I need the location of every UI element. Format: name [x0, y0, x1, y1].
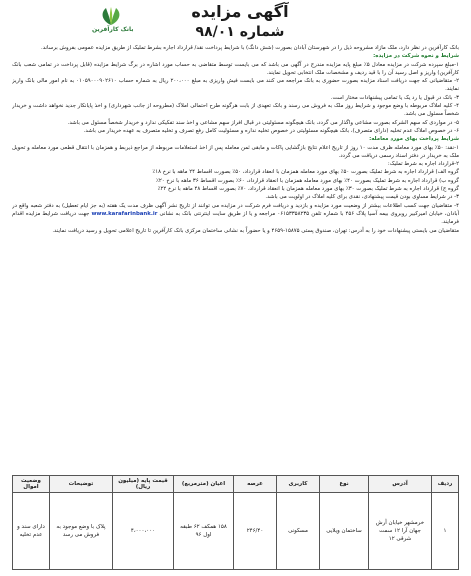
table-cell: ۱: [432, 493, 459, 570]
condition-item: ۴- کلیه املاک مربوطه با وضع موجود و شرایط روز ملک به فروش می رسند و بانک تعهدی از بابت هرگونه طرح احتمالی املاک (مطروحه از جانب شهرداری) و اخذ پایانکار جدید نخواهد داشت و خریدار شخصاً مسئول می باشد.: [12, 103, 459, 118]
column-header: عرصه: [234, 476, 277, 493]
bank-logo: [92, 6, 134, 33]
condition-item: ۵- در مواردی که سهم الشرکه بصورت مشاعی واگذار می گردد، بانک هیچگونه مسئولیتی در قبال افراز سهم مشاعی و اخذ سند تفکیکی ندارد و خریدار شخصاً مسئول می باشد.: [67, 119, 459, 126]
table-cell: مسکونی: [277, 493, 320, 570]
column-header: وضعیت اموال: [13, 476, 50, 493]
page-title: [180, 2, 300, 42]
column-header: ردیف: [432, 476, 459, 493]
column-header: آدرس: [369, 476, 432, 493]
payment-item: ۳- در شرایط مساوی بودن قیمت پیشنهادی، نقدی برای کلیه املاک در اولویت می باشد.: [265, 194, 459, 201]
property-table: [12, 475, 459, 570]
notice-number: شماره ۹۸/۰۱: [195, 24, 285, 40]
payment-item: گروه الف) قرارداد اجاره به شرط تملیک بصورت ۵۰٪ بهای مورد معامله همزمان با انعقاد قرارداد، ۵۰٪ بصورت اقساط ۲۴ ماهه با نرخ ۱۸٪: [152, 169, 459, 176]
table-row: [13, 493, 459, 570]
closing-paragraph: متقاضیان می بایستی پیشنهادات خود را به آدرس: تهران، صندوق پستی ۱۵۸۷۵-۴۶۵۹ و یا حضوراً به نشانی ساختمان مرکزی بانک کارآفرین تا تاریخ اعلامی تحویل و رسید دریافت نمایند.: [52, 227, 459, 234]
column-header: توضیحات: [50, 476, 113, 493]
payment-item-text: ۴- متقاضیان جهت کسب اطلاعات بیشتر از وضعیت مورد مزایده و بازدید و دریافت فرم شرکت در مزایده می توانند از تاریخ نشر آگهی ظرف مدت یک هفته (به جز ایام تعطیل) به دفتر شعبه واقع در آبادان، خیابان امیرکبیر روبروی بیمه آسیا پلاک ۴۵۶ با شماره تلفن ۰۶۱۵۳۳۵۸۲۳۵ مراجعه و یا از طریق سایت اینترنتی بانک به نشانی: [12, 202, 459, 217]
table-header-row: [13, 476, 459, 493]
table-cell: ۴،۰۰۰،۰۰۰: [113, 493, 174, 570]
payment-heading: شرایط پرداخت بهای مورد معامله:: [369, 136, 459, 143]
logo-text: بانک کارآفرین: [92, 26, 134, 33]
table-cell: دارای سند و عدم تخلیه: [13, 493, 50, 570]
table-cell: ۲۴۶/۴۰: [234, 493, 277, 570]
notice-body: [12, 44, 459, 464]
payment-item: گروه ج) قرارداد اجاره به شرط تملیک بصورت ۳۰٪ بهای مورد معامله همزمان با انعقاد قرارداد، ۷۰٪ بصورت اقساط ۴۸ ماهه با نرخ ۲۲٪: [157, 186, 459, 193]
table-cell: پلاک با وضع موجود به فروش می رسد: [50, 493, 113, 570]
payment-item: ۲-قرارداد اجاره به شرط تملیک:: [387, 161, 459, 168]
condition-item: ۲- متقاضیانی که جهت دریافت اسناد مزایده بصورت حضوری به بانک مراجعه می کنند می بایست فیش واریزی به مبلغ ۲۰۰،۰۰۰ ریال به شماره حساب ۰۱۰۵۹۰۰۰۹۰۲۶۱۰ به نام امور مالی بانک واریز نمایند.: [12, 78, 459, 93]
payment-item-tail: جهت دریافت شرایط مزایده اقدام فرمایند.: [12, 210, 459, 226]
website-link[interactable]: www.karafarinbank.ir: [91, 210, 158, 217]
payment-item: [12, 202, 459, 227]
condition-item: ۱-مبلغ سپرده شرکت در مزایده معادل ۵٪ مبلغ پایه مزایده مندرج در آگهی می باشد که می بایست توسط متقاضی به حساب مورد اشاره در برگ شرایط مزایده (قابل پرداخت در تمامی شعب بانک کارآفرین) واریز و اصل رسید آن را با قید ردیف و مشخصات ملک انتخابی تحویل نمایند.: [12, 61, 459, 76]
conditions-heading: شرایط و نحوه شرکت در مزایده:: [373, 53, 459, 60]
column-header: کاربری: [277, 476, 320, 493]
condition-item: ۳- بانک در قبول یا رد یک یا تمامی پیشنهادات مختار است.: [330, 94, 459, 101]
payment-item: ۱-نقد: ۵۰٪ بهای مورد معامله ظرف مدت ۱۰ روز از تاریخ اعلام نتایج بازگشایی پاکات و مابقی ثمن معامله پس از اخذ استعلامات مربوطه از مراجع ذیربط و همزمان با انتقال قطعی مورد معامله و تحویل ملک به خریدار در دفتر اسناد رسمی دریافت می گردد.: [12, 144, 459, 159]
column-header: نوع: [320, 476, 369, 493]
table-cell: ساختمان ویلایی: [320, 493, 369, 570]
column-header: قیمت پایه (میلیون ریال): [113, 476, 174, 493]
leaf-logo-icon: [98, 6, 124, 26]
payment-item: گروه ب) قرارداد اجاره به شرط تملیک بصورت ۴۰٪ بهای مورد معامله همزمان با انعقاد قرارداد، ۶۰٪ بصورت اقساط ۳۶ ماهه با نرخ ۲۰٪: [155, 177, 459, 184]
intro-paragraph: بانک کارآفرین در نظر دارد، ملک مازاد مشروحه ذیل را در شهرستان آبادان بصورت (شش دانگ) با شرایط پرداخت نقد/ قرارداد اجاره بشرط تملیک از طریق مزایده عمومی بفروش برساند.: [41, 45, 459, 51]
condition-item: ۶- در خصوص املاک عدم تخلیه (دارای متصرف)، بانک هیچگونه مسئولیتی در خصوص تخلیه نداره و مسئولیت کامل رفع تصرف و تخلیه متصرف به عهده خریدار می باشد.: [83, 127, 459, 134]
table-cell: ۱۵۸ همکف ۶۲ طبقه اول ۹۶: [174, 493, 234, 570]
title-text: آگهی مزایده: [191, 2, 289, 21]
table-cell: خرمشهر خیابان آرش جهان آرا ۱۲ سمت شرقی ۱۲: [369, 493, 432, 570]
column-header: اعیان (مترمربع): [174, 476, 234, 493]
